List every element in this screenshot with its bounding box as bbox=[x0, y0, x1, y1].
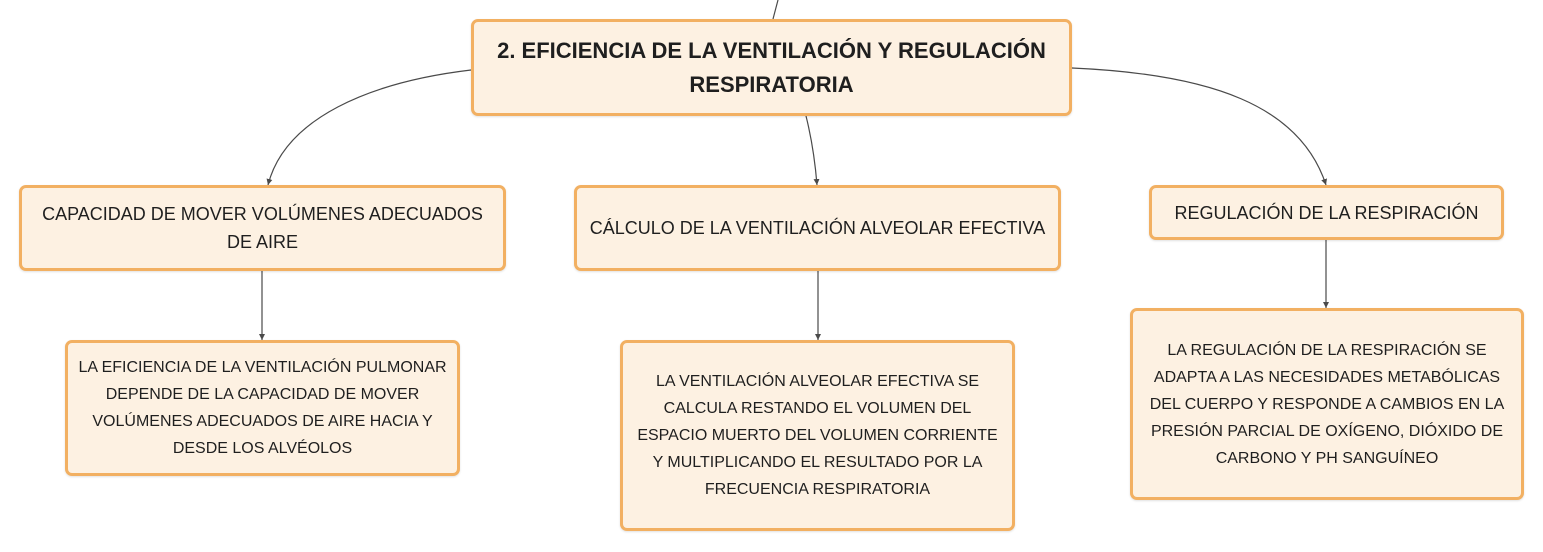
root-topic-label: 2. EFICIENCIA DE LA VENTILACIÓN Y REGULACIÓN RESPIRATORIA bbox=[497, 37, 1046, 97]
detail-node-respiration-regulation[interactable] bbox=[1130, 308, 1524, 500]
branch-label: CÁLCULO DE LA VENTILACIÓN ALVEOLAR EFECTIVA bbox=[589, 218, 1046, 238]
detail-text: LA REGULACIÓN DE LA RESPIRACIÓN SE ADAPTA A LAS NECESIDADES METABÓLICAS DEL CUERPO Y RESPONDE A CAMBIOS EN LA PRESIÓN PARCIAL DE OXÍGENO, DIÓXIDO DE CARBONO Y PH SANGUÍNEO bbox=[1149, 341, 1505, 467]
branch-label: REGULACIÓN DE LA RESPIRACIÓN bbox=[1174, 202, 1479, 223]
detail-text: LA EFICIENCIA DE LA VENTILACIÓN PULMONAR DEPENDE DE LA CAPACIDAD DE MOVER VOLÚMENES ADECUADOS DE AIRE HACIA Y DESDE LOS ALVÉOLOS bbox=[78, 359, 447, 457]
detail-text: LA VENTILACIÓN ALVEOLAR EFECTIVA SE CALCULA RESTANDO EL VOLUMEN DEL ESPACIO MUERTO DEL VOLUMEN CORRIENTE Y MULTIPLICANDO EL RESULTADO POR LA FRECUENCIA RESPIRATORIA bbox=[637, 373, 998, 498]
connector-root-to-branch-1 bbox=[268, 70, 471, 185]
branch-node-alveolar-ventilation-calculation[interactable] bbox=[574, 185, 1061, 271]
root-topic-node[interactable] bbox=[471, 19, 1072, 116]
branch-node-respiration-regulation[interactable] bbox=[1149, 185, 1504, 240]
branch-node-air-volume-capacity[interactable] bbox=[19, 185, 506, 271]
connector-root-to-branch-2 bbox=[806, 116, 817, 185]
detail-node-alveolar-ventilation-calculation[interactable] bbox=[620, 340, 1015, 531]
incoming-connector bbox=[773, 0, 778, 19]
branch-label: CAPACIDAD DE MOVER VOLÚMENES ADECUADOS DE AIRE bbox=[42, 204, 483, 252]
connector-root-to-branch-3 bbox=[1072, 68, 1326, 185]
detail-node-air-volume-capacity[interactable] bbox=[65, 340, 460, 476]
